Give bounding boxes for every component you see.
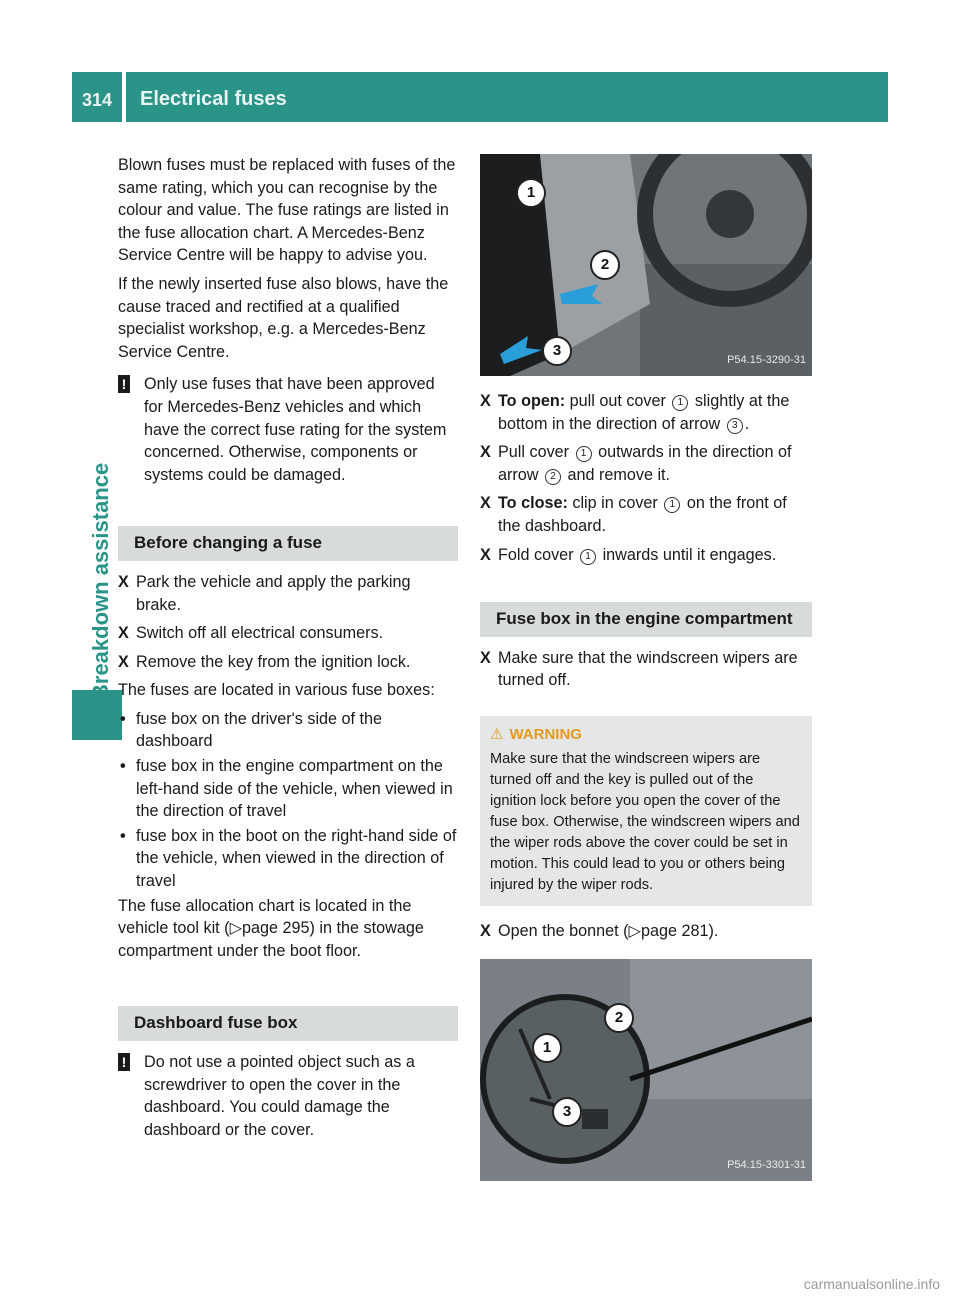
list-item: • fuse box on the driver's side of the dashboard (120, 709, 383, 751)
page-ref-link[interactable]: page 281 (640, 921, 709, 940)
step-arrow-icon: X (480, 545, 491, 564)
intro-paragraph: Blown fuses must be replaced with fuses of the same rating, which you can recognise by the colour and value. The fuse ratings are listed in the fuse allocation chart. A Mercedes-Benz Service Centre will be happy to advise you. (118, 156, 456, 265)
list-item: • fuse box in the boot on the right-hand side of the vehicle, when viewed in the direction of travel (120, 826, 457, 891)
photo-caption: P54.15-3290-31 (727, 354, 806, 367)
side-tab-label: Breakdown assistance (88, 462, 113, 700)
dashboard-photo (480, 154, 812, 376)
step-arrow-icon: X (118, 572, 129, 591)
step-arrow-icon: X (480, 392, 491, 410)
engine-photo (480, 959, 812, 1181)
header-separator (122, 72, 126, 122)
step-item: X Switch off all electrical consumers. (118, 622, 458, 645)
note-pointed-object: ! Do not use a pointed object such as a screwdriver to open the cover in the dashboard. You could damage the dashboard or the cover. (118, 1051, 458, 1141)
step-item: X To open: pull out cover 1 slightly at the bottom in the direction of arrow 3 . (480, 392, 790, 433)
photo-caption: P54.15-3301-31 (727, 1158, 806, 1171)
step-item: X Pull cover 1 outwards in the direction of arrow 2 and remove it. (480, 443, 792, 484)
note-fuses: ! Only use fuses that have been approved for Mercedes-Benz vehicles and which have the correct fuse rating for the system concerned. Otherwise, components or systems could be damaged. (118, 373, 458, 486)
page-ref-icon: ▷ (628, 921, 641, 940)
step-item: X Park the vehicle and apply the parking brake. (118, 572, 411, 614)
watermark: carmanualsonline.info (803, 1276, 940, 1292)
chart-location-text: The fuse allocation chart is located in the vehicle tool kit (▷page 295) in the stowage compartment under the boot floor. (118, 896, 424, 960)
page-number: 314 (81, 90, 113, 110)
step-item: X To close: clip in cover 1 on the front of the dashboard. (480, 494, 787, 535)
engine-illustration (480, 959, 812, 1181)
step-item: X Fold cover 1 inwards until it engages. (480, 544, 812, 567)
list-item: • fuse box in the engine compartment on the left-hand side of the vehicle, when viewed in the direction of travel (120, 757, 453, 821)
left-column (118, 154, 458, 1141)
callout-2: 2 (604, 1003, 634, 1033)
bullet-icon: • (120, 826, 126, 845)
warning-icon: ⚠ (490, 725, 504, 743)
heading-engine-fuse-box: Fuse box in the engine compartment (480, 602, 812, 637)
warning-box (480, 716, 812, 906)
heading-before-changing: Before changing a fuse (118, 526, 458, 561)
step-arrow-icon: X (480, 443, 491, 462)
warning-heading: ⚠ WARNING (490, 725, 582, 743)
page-ref-link[interactable]: page 295 (242, 919, 310, 938)
heading-dashboard-fuse-box: Dashboard fuse box (118, 1006, 458, 1041)
step-arrow-icon: X (118, 652, 129, 671)
step-arrow-icon: X (480, 494, 491, 513)
step-arrow-icon: X (480, 648, 491, 667)
bullet-icon: • (120, 709, 126, 728)
callout-3: 3 (552, 1097, 582, 1127)
callout-2: 2 (590, 250, 620, 280)
right-column (480, 154, 812, 1181)
step-arrow-icon: X (118, 624, 129, 643)
step-arrow-icon: X (480, 921, 491, 940)
step-item: X Open the bonnet (▷page 281). (480, 920, 812, 943)
section-title: Electrical fuses (140, 88, 287, 110)
step-item: X Remove the key from the ignition lock. (118, 651, 458, 674)
callout-1: 1 (516, 178, 546, 208)
bullet-icon: • (120, 757, 126, 776)
exclamation-icon: ! (118, 1053, 130, 1071)
warning-text: Make sure that the windscreen wipers are turned off and the key is pulled out of the ignition lock before you open the cover of the fuse box. Otherwise, the windscreen wipers and the wiper rods above the cover could be set in motion. This could lead to you or others being injured by the wiper rods. (490, 750, 800, 893)
intro-paragraph-2: If the newly inserted fuse also blows, have the cause traced and rectified at a qualified specialist workshop, e.g. a Mercedes-Benz Service Centre. (118, 274, 449, 361)
page-ref-icon: ▷ (229, 919, 243, 938)
callout-1: 1 (532, 1033, 562, 1063)
step-item: X Make sure that the windscreen wipers are turned off. (480, 648, 798, 690)
callout-3: 3 (542, 336, 572, 366)
exclamation-icon: ! (118, 375, 130, 393)
located-text: The fuses are located in various fuse boxes: (118, 681, 435, 700)
